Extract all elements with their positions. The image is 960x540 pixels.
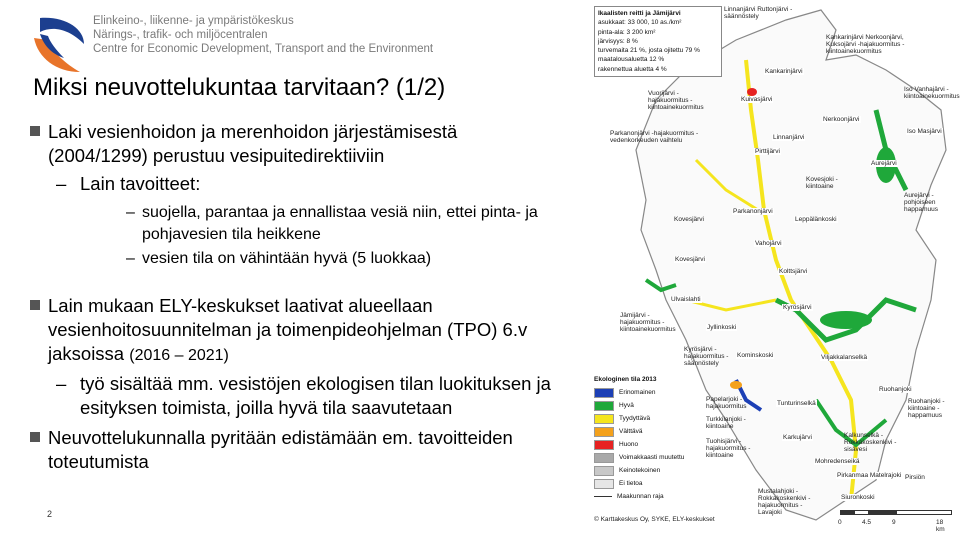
scale-tick: 4.5 [862,519,872,526]
dash-marker: – [126,204,135,221]
map-label: Pirkanmaa Matelrajoki [837,472,902,479]
map-label: Parkanonjärvi -hajakuormitus -vedenkorkeuden vaihtelu [610,130,699,144]
org-line-fi: Elinkeino-, liikenne- ja ympäristökeskus [93,15,294,27]
org-line-sv: Närings-, trafik- och miljöcentralen [93,29,268,41]
info-line: turvemaita 21 %, josta ojitettu 79 % [598,47,700,55]
legend-label: Välttävä [619,428,643,435]
legend-label: Erinomainen [619,389,656,396]
dash-marker: – [56,373,67,394]
map-label: Parkanonjärvi [733,208,773,215]
legend-row [594,399,702,412]
goal-status-text: vesien tila on vähintään hyvä (5 luokkaa) [142,250,432,267]
scale-tick: 18 km [936,519,945,533]
legend-swatch [594,401,614,411]
bullet-committee-text: Neuvottelukunnalla pyritään edistämään em. tavoitteiden toteutumista [48,427,513,472]
map-label: Nerkoonjärvi [823,116,860,123]
info-line: maatalousaluetta 12 % [598,56,665,64]
map-label: Aurejärvi [871,160,897,167]
map-label: Kyrösjärvi -hajakuormitus -säännöstely [684,346,729,367]
map-label: Kuivasjärvi [741,96,773,103]
map-label: Papelarjoki -hajakuormitus [706,396,747,410]
map-label: Kovesjärvi [675,256,705,263]
legend-label: Maakunnan raja [617,493,664,500]
map-label: Linnanjärvi Ruttonjärvi -säännöstely [724,6,793,20]
legend-row [594,386,702,399]
bullet-ely-years: (2016 – 2021) [129,347,229,364]
legend-label: Voimakkaasti muutettu [619,454,685,461]
legend-row [594,412,702,425]
dash-marker: – [56,173,67,194]
map-label: Ruohanjoki -kiintoaine -happamuus [908,398,945,419]
legend-swatch [594,427,614,437]
organization-name [93,14,433,56]
legend-row [594,451,702,464]
legend-swatch [594,466,614,476]
map-label: Iso Vanhajärvi -kiintoainekuormitus [904,86,960,100]
bullet-law [30,120,560,168]
bullet-ely-text: Lain mukaan ELY-keskukset laativat alueellaan vesienhoitosuunnitelman ja toimenpideohjelman (TPO) 6.v jaksoissa [48,295,528,364]
lake-orange [730,381,742,389]
map-label: Kyrösjärvi [783,304,812,311]
bullet-ely [30,294,560,368]
page-number: 2 [47,509,53,519]
info-line: pinta-ala: 3 200 km² [598,28,656,36]
map-label: Kankarinjärvi [765,68,803,75]
map-label: Jämijärvi -hajakuormitus -kiintoainekuormitus [620,312,676,333]
bullet-committee [30,426,560,474]
ely-logo-icon [30,14,88,76]
bullet-square-icon [30,126,40,136]
info-title: Ikaalisten reitti ja Jämijärvi [598,10,681,17]
map-label: Tunturinselkä [777,400,816,407]
sub-bullet-goals [56,172,560,196]
info-line: järvisyys: 8 % [598,37,638,45]
map-label: Linnanjärvi [773,134,805,141]
goal-status [126,248,560,270]
info-line: asukkaat: 33 000, 10 as./km² [598,19,682,27]
org-line-en: Centre for Economic Development, Transport and the Environment [93,43,434,55]
map-label: Kominskoski [737,352,774,359]
catchment-info-box [594,6,722,77]
map-label: Jyllinkoski [707,324,737,331]
bullet-square-icon [30,432,40,442]
legend-row [594,425,702,438]
bullet-law-text: Laki vesienhoidon ja merenhoidon järjestämisestä (2004/1299) perustuu vesipuitedirektiiviin [48,121,458,166]
map-label: Leppälänkoski [795,216,837,223]
map-credit: © Karttakeskus Oy, SYKE, ELY-keskukset [594,516,715,523]
scale-segment [840,510,854,515]
scale-segment [868,510,896,515]
scale-tick: 0 [838,519,842,526]
map-label: Mohredenseikä [815,458,860,465]
legend-label: Ei tietoa [619,480,643,487]
map-legend [594,376,702,503]
sub-bullet-work [56,372,560,420]
map-label: Vuorijärvi -hajakuormitus -kiintoainekuormitus [648,90,704,111]
map-label: Kalkunselkä -Rokkakoskenkivi -sisävesi [844,432,897,453]
map-label: Kolttsjärvi [779,268,808,275]
map-label: Tuohisjärvi -hajakuormitus -kiintoaine [706,438,751,459]
slide-content [30,120,560,478]
legend-label: Tyydyttävä [619,415,651,422]
map-label: Vahojärvi [755,240,782,247]
map-label: Karkujärvi [783,434,812,441]
ecological-status-map [586,0,960,540]
legend-line [594,496,612,497]
map-label: Ulvaislahti [671,296,701,303]
legend-row [594,438,702,451]
legend-title: Ekologinen tila 2013 [594,376,657,383]
scale-segment [896,510,952,515]
map-label: Kovesjoki -kiintoaine [806,176,838,190]
legend-label: Huono [619,441,639,448]
legend-swatch [594,453,614,463]
map-label: Siuronkoski [841,494,875,501]
map-label: Mustalahjoki -Rokkakoskenkivi -hajakuormitus -Lavajoki [758,488,811,516]
dash-marker: – [126,250,135,267]
legend-swatch [594,479,614,489]
scale-tick: 9 [892,519,896,526]
bullet-square-icon [30,300,40,310]
sub-bullet-goals-text: Lain tavoitteet: [80,173,201,194]
legend-row [594,490,702,503]
map-label: Ruohanjoki [879,386,912,393]
legend-swatch [594,440,614,450]
map-label: Kovesjärvi [674,216,704,223]
slide-title: Miksi neuvottelukuntaa tarvitaan? (1/2) [33,74,446,101]
lake-red [747,88,757,96]
legend-swatch [594,414,614,424]
goal-protect [126,202,560,246]
map-label: Kankarinjärvi Nerkoonjärvi, Kuksojärvi -hajakuormitus -kiintoainekuormitus [826,34,905,55]
map-label: Pirttijärvi [755,148,780,155]
map-label: Pirsiön [905,474,925,481]
lake-kyrosjarvi [820,311,872,329]
sub-bullet-work-text: työ sisältää mm. vesistöjen ekologisen tilan luokituksen ja esityksen toimista, joilla hyvä tila saavutetaan [80,373,551,418]
legend-label: Keinotekoinen [619,467,661,474]
map-label: Turkkilanjoki -kiintoaine [706,416,746,430]
info-line: rakennettua aluetta 4 % [598,65,667,73]
map-label: Aurejärvi -pohjoiseen happamuus [904,192,938,213]
legend-row [594,477,702,490]
legend-label: Hyvä [619,402,634,409]
map-label: Iso Masjärvi [907,128,942,135]
goal-protect-text: suojella, parantaa ja ennallistaa vesiä niin, ettei pinta- ja pohjavesien tila heikkene [142,204,538,243]
map-label: Viljakkalanselkä [821,354,868,361]
legend-row [594,464,702,477]
legend-swatch [594,388,614,398]
